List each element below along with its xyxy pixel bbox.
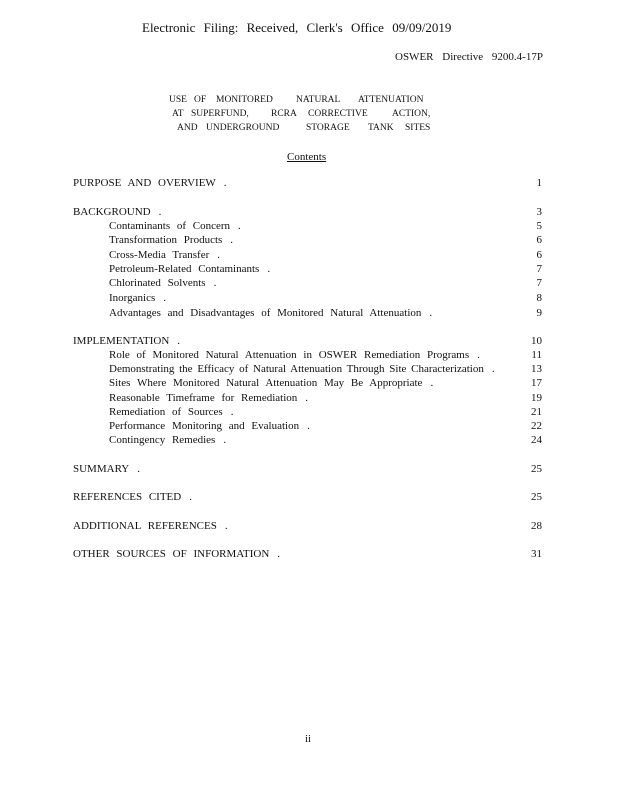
toc-page-number: 6 bbox=[536, 249, 542, 261]
toc-entry-label: IMPLEMENTATION bbox=[73, 335, 170, 347]
toc-leader: . bbox=[163, 292, 166, 304]
toc-page-number: 28 bbox=[531, 520, 542, 532]
toc-page-number: 11 bbox=[531, 349, 542, 361]
toc-entry-performance-monitoring[interactable] bbox=[109, 420, 542, 434]
title-word: SITES bbox=[405, 123, 431, 133]
toc-entry-label: OTHER SOURCES OF INFORMATION bbox=[73, 548, 270, 560]
toc-page-number: 22 bbox=[531, 420, 542, 432]
toc-entry-background[interactable] bbox=[73, 206, 542, 220]
toc-page-number: 7 bbox=[536, 263, 542, 275]
toc-leader: . bbox=[137, 463, 140, 475]
title-word: CORRECTIVE bbox=[308, 109, 368, 119]
toc-leader: . bbox=[277, 548, 281, 560]
title-word: SUPERFUND, bbox=[191, 109, 249, 119]
toc-leader: . bbox=[230, 234, 234, 246]
toc-entry-label: Transformation Products bbox=[109, 234, 223, 246]
toc-page-number: 9 bbox=[536, 307, 542, 319]
toc-page-number: 5 bbox=[536, 220, 542, 232]
toc-leader: . bbox=[158, 206, 162, 218]
toc-entry-transformation-products[interactable] bbox=[109, 234, 542, 248]
toc-entry-label: Sites Where Monitored Natural Attenuation May Be Appropriate bbox=[109, 377, 423, 389]
title-word: AT bbox=[172, 109, 184, 119]
toc-entry-label: BACKGROUND bbox=[73, 206, 151, 218]
contents-heading: Contents bbox=[287, 151, 327, 163]
toc-entry-label: REFERENCES CITED bbox=[73, 491, 182, 503]
toc-leader: . bbox=[430, 377, 434, 389]
toc-entry-cross-media-transfer[interactable] bbox=[109, 249, 542, 263]
toc-entry-label: Inorganics bbox=[109, 292, 156, 304]
toc-leader: . bbox=[238, 220, 241, 232]
toc-page-number: 7 bbox=[536, 277, 542, 289]
toc-page-number: 3 bbox=[536, 206, 542, 218]
title-word: STORAGE bbox=[306, 123, 350, 133]
toc-entry-advantages-disadvantages[interactable] bbox=[109, 307, 542, 321]
title-word: AND bbox=[177, 123, 198, 133]
title-word: RCRA bbox=[271, 109, 297, 119]
title-word: MONITORED bbox=[216, 95, 273, 105]
toc-entry-label: Performance Monitoring and Evaluation bbox=[109, 420, 300, 432]
toc-page-number: 25 bbox=[531, 463, 542, 475]
toc-leader: . bbox=[230, 406, 234, 418]
toc-page-number: 25 bbox=[531, 491, 542, 503]
toc-entry-label: Advantages and Disadvantages of Monitored Natural Attenuation bbox=[109, 307, 422, 319]
title-word: USE bbox=[169, 95, 187, 105]
title-word: OF bbox=[194, 95, 207, 105]
toc-leader: . bbox=[307, 420, 310, 432]
toc-leader: . bbox=[213, 277, 217, 289]
toc-leader: . bbox=[223, 434, 227, 446]
toc-entry-role-of-mna[interactable] bbox=[109, 349, 542, 363]
toc-entry-remediation-of-sources[interactable] bbox=[109, 406, 542, 420]
toc-leader: . bbox=[305, 392, 309, 404]
toc-entry-demonstrating-efficacy[interactable] bbox=[109, 363, 542, 377]
toc-entry-label: Remediation of Sources bbox=[109, 406, 223, 418]
toc-entry-additional-references[interactable] bbox=[73, 520, 542, 534]
toc-entry-sites-where-appropriate[interactable] bbox=[109, 377, 542, 391]
toc-entry-other-sources[interactable] bbox=[73, 548, 542, 562]
directive-number: OSWER Directive 9200.4-17P bbox=[395, 51, 543, 63]
toc-entry-label: Chlorinated Solvents bbox=[109, 277, 206, 289]
toc-leader: . bbox=[177, 335, 181, 347]
toc-page-number: 8 bbox=[536, 292, 542, 304]
toc-entry-contingency-remedies[interactable] bbox=[109, 434, 542, 448]
toc-leader: . bbox=[477, 349, 480, 361]
toc-leader: . bbox=[223, 177, 227, 189]
toc-page-number: 17 bbox=[531, 377, 542, 389]
title-word: UNDERGROUND bbox=[206, 123, 280, 133]
toc-entry-chlorinated-solvents[interactable] bbox=[109, 277, 542, 291]
title-word: ATTENUATION bbox=[358, 95, 424, 105]
toc-entry-contaminants-of-concern[interactable] bbox=[109, 220, 542, 234]
toc-page-number: 21 bbox=[531, 406, 542, 418]
title-word: TANK bbox=[368, 123, 394, 133]
toc-leader: . bbox=[217, 249, 220, 261]
title-word: NATURAL bbox=[296, 95, 341, 105]
toc-entry-label: PURPOSE AND OVERVIEW bbox=[73, 177, 216, 189]
toc-entry-label: SUMMARY bbox=[73, 463, 130, 475]
title-word: ACTION, bbox=[392, 109, 431, 119]
toc-leader: . bbox=[267, 263, 271, 275]
page-number: ii bbox=[305, 733, 312, 745]
toc-leader: . bbox=[429, 307, 433, 319]
toc-leader: . bbox=[224, 520, 228, 532]
toc-leader: . bbox=[189, 491, 192, 503]
toc-entry-purpose[interactable] bbox=[73, 177, 542, 191]
toc-page-number: 19 bbox=[531, 392, 542, 404]
toc-entry-label: Contaminants of Concern bbox=[109, 220, 231, 232]
toc-page-number: 10 bbox=[531, 335, 542, 347]
toc-page-number: 31 bbox=[531, 548, 542, 560]
toc-leader: . bbox=[491, 363, 495, 375]
toc-entry-label: Cross-Media Transfer bbox=[109, 249, 210, 261]
toc-entry-label: Demonstrating the Efficacy of Natural Attenuation Through Site Characterization bbox=[109, 363, 484, 375]
toc-entry-label: Contingency Remedies bbox=[109, 434, 216, 446]
toc-entry-label: Reasonable Timeframe for Remediation bbox=[109, 392, 298, 404]
toc-entry-summary[interactable] bbox=[73, 463, 542, 477]
toc-entry-references-cited[interactable] bbox=[73, 491, 542, 505]
toc-page-number: 1 bbox=[536, 177, 542, 189]
filing-stamp: Electronic Filing: Received, Clerk's Office 09/09/2019 bbox=[142, 20, 452, 35]
toc-entry-reasonable-timeframe[interactable] bbox=[109, 392, 542, 406]
toc-page-number: 24 bbox=[531, 434, 542, 446]
toc-entry-label: Petroleum-Related Contaminants bbox=[109, 263, 260, 275]
toc-entry-inorganics[interactable] bbox=[109, 292, 542, 306]
toc-entry-label: Role of Monitored Natural Attenuation in OSWER Remediation Programs bbox=[109, 349, 470, 361]
toc-entry-label: ADDITIONAL REFERENCES bbox=[73, 520, 217, 532]
toc-entry-petroleum-related[interactable] bbox=[109, 263, 542, 277]
toc-page-number: 13 bbox=[531, 363, 542, 375]
toc-entry-implementation[interactable] bbox=[73, 335, 542, 349]
toc-page-number: 6 bbox=[536, 234, 542, 246]
